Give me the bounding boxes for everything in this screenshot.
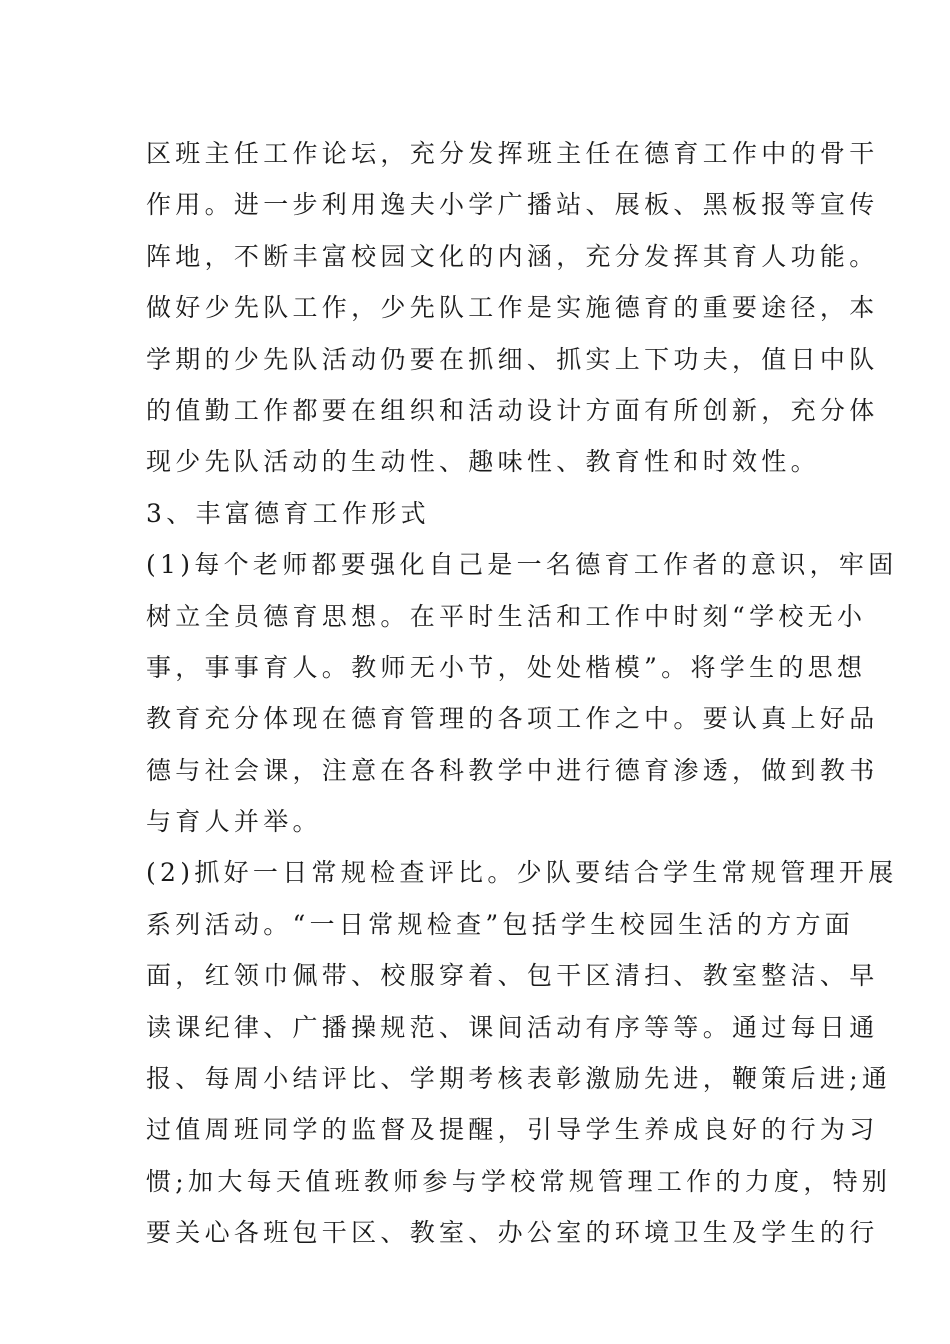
text-line: 要关心各班包干区、教室、办公室的环境卫生及学生的行 <box>146 1218 879 1248</box>
text-line: 做好少先队工作，少先队工作是实施德育的重要途径，本 <box>146 293 879 323</box>
text-line: 报、每周小结评比、学期考核表彰激励先进，鞭策后进;通 <box>146 1064 892 1094</box>
text-line: (2)抓好一日常规检查评比。少队要结合学生常规管理开展 <box>146 858 898 888</box>
text-line: 系列活动。“一日常规检查”包括学生校园生活的方方面 <box>146 909 855 939</box>
section-heading: 3、丰富德育工作形式 <box>146 498 430 528</box>
text-line: 与育人并举。 <box>146 807 322 837</box>
text-line: (1)每个老师都要强化自己是一名德育工作者的意识，牢固 <box>146 550 898 580</box>
text-line: 学期的少先队活动仍要在抓细、抓实上下功夫，值日中队 <box>146 344 879 374</box>
text-line: 教育充分体现在德育管理的各项工作之中。要认真上好品 <box>146 704 879 734</box>
text-line: 作用。进一步利用逸夫小学广播站、展板、黑板报等宣传 <box>146 190 879 220</box>
text-line: 读课纪律、广播操规范、课间活动有序等等。通过每日通 <box>146 1012 879 1042</box>
text-line: 德与社会课，注意在各科教学中进行德育渗透，做到教书 <box>146 755 879 785</box>
text-line: 区班主任工作论坛，充分发挥班主任在德育工作中的骨干 <box>146 139 879 168</box>
text-line: 事，事事育人。教师无小节，处处楷模”。将学生的思想 <box>146 652 867 682</box>
text-line: 的值勤工作都要在组织和活动设计方面有所创新，充分体 <box>146 395 879 425</box>
text-line: 阵地，不断丰富校园文化的内涵，充分发挥其育人功能。 <box>146 241 879 271</box>
text-line: 过值周班同学的监督及提醒，引导学生养成良好的行为习 <box>146 1115 879 1145</box>
text-line: 惯;加大每天值班教师参与学校常规管理工作的力度，特别 <box>146 1166 892 1196</box>
text-line: 面，红领巾佩带、校服穿着、包干区清扫、教室整洁、早 <box>146 961 879 991</box>
text-line: 树立全员德育思想。在平时生活和工作中时刻“学校无小 <box>146 601 867 631</box>
text-line: 现少先队活动的生动性、趣味性、教育性和时效性。 <box>146 447 820 477</box>
body-text <box>146 128 898 1259</box>
